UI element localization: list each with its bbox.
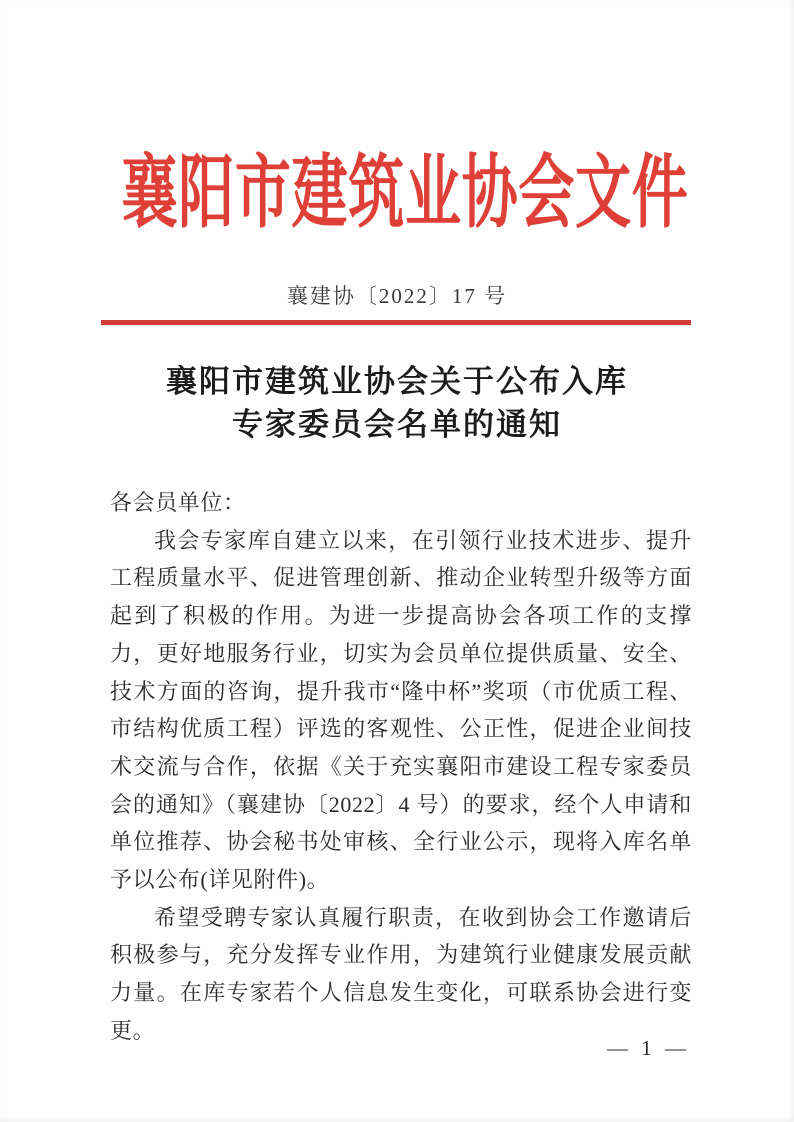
body-paragraph-2: 希望受聘专家认真履行职责，在收到协会工作邀请后积极参与，充分发挥专业作用，为建筑行业健康发展贡献力量。在库专家若个人信息发生变化，可联系协会进行变更。 <box>110 904 692 1043</box>
salutation: 各会员单位： <box>110 490 246 515</box>
document-title-line-2: 专家委员会名单的通知 <box>232 407 562 442</box>
letterhead-title <box>0 148 794 240</box>
document-body <box>110 484 692 1050</box>
document-number: 襄建协〔2022〕17 号 <box>286 284 508 308</box>
document-title <box>0 360 794 446</box>
page-number: — 1 — <box>607 1036 690 1060</box>
red-divider-line <box>101 320 691 325</box>
letterhead-title-text: 襄阳市建筑业协会文件 <box>121 150 689 238</box>
body-paragraph-1: 我会专家库自建立以来，在引领行业技术进步、提升工程质量水平、促进管理创新、推动企业转型升级等方面起到了积极的作用。为进一步提高协会各项工作的支撑力，更好地服务行业，切实为会员单位提供质量、安全、技术方面的咨询，提升我市“隆中杯”奖项（市优质工程、市结构优质工程）评选的客观性、公正性，促进企业间技术交流与合作，依据《关于充实襄阳市建设工程专家委员会的通知》（襄建协〔2022〕4 号）的要求，经个人申请和单位推荐、协会秘书处审核、全行业公示，现将入库名单予以公布(详见附件)。 <box>110 527 692 893</box>
document-title-line-1: 襄阳市建筑业协会关于公布入库 <box>166 364 628 399</box>
